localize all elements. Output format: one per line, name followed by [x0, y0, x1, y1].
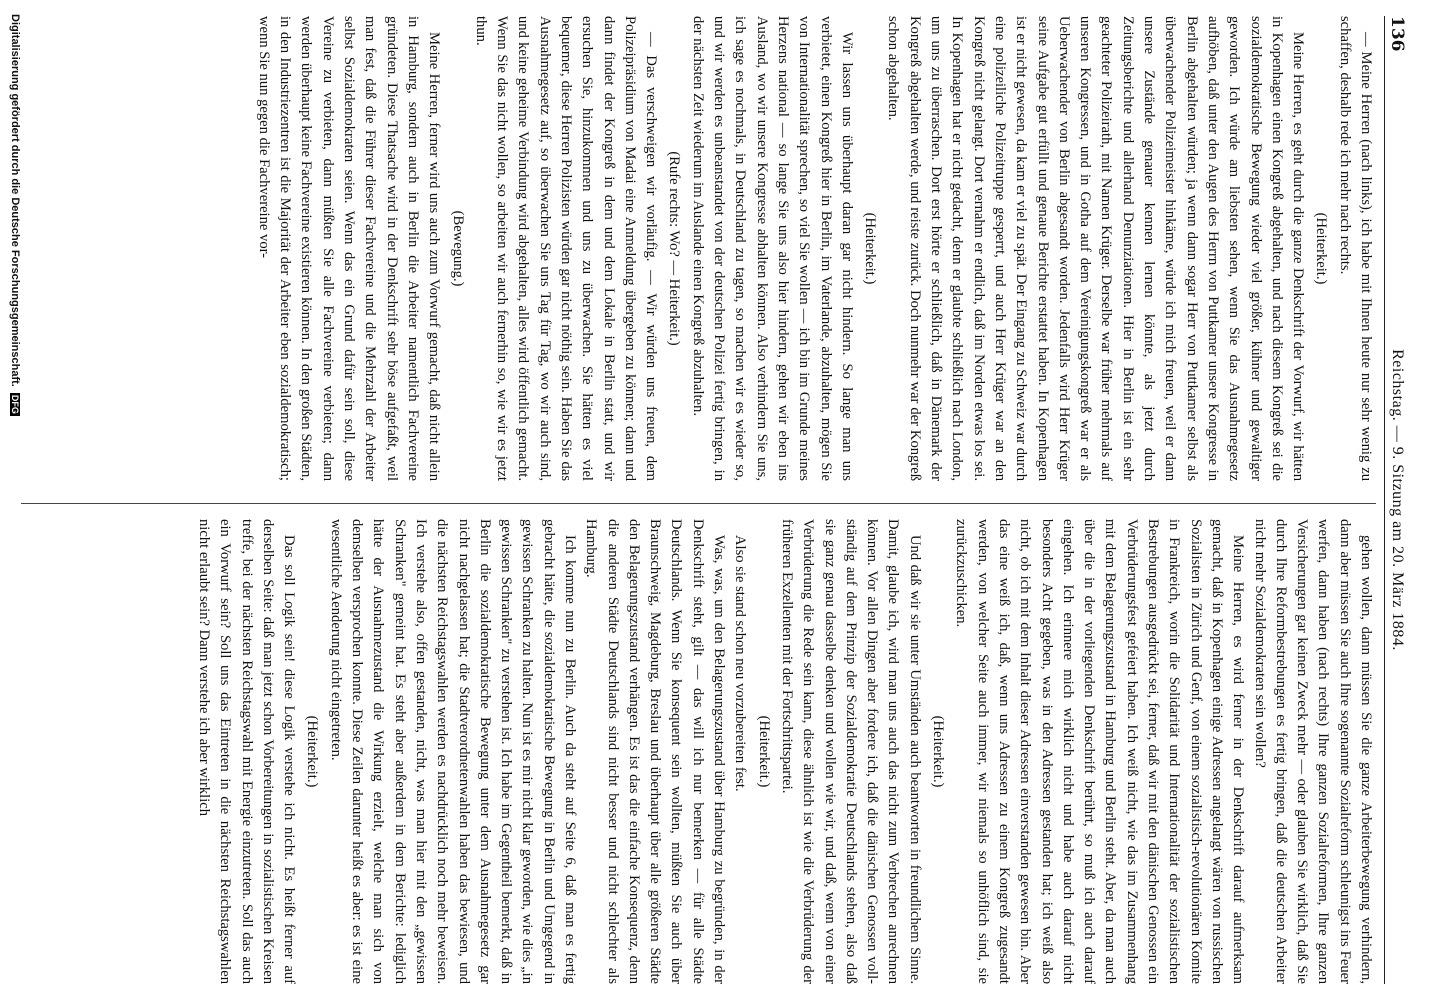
paragraph: Meine Herren, es geht durch die ganze Denkschrift der Vorwurf, wir hätten in Kopenhagen einen Kongreß abgehalten, und nach diesem Kongreß sei die sozialdemokratische Bewegung wieder viel größer, kühner und gewaltiger geworden. Ich würde am liebsten sehen, wenn Sie das Ausnahmegesetz aufhöben, daß unter den Augen des Herrn von Puttkamer unsere Kongresse in Berlin abgehalten würden; ja wenn dann sogar Herr von Puttkamer selbst als überwachender Polizeimeister hinkäme, würde ich mich freuen, weil er dann unsere Zustände genauer kennen lernen könnte, als jetzt durch Zeitungsberichte und allerhand Denunziationen. Hier in Berlin ist ein sehr geachteter Polizeirath, mit Namen Krüger. Derselbe war früher mehrmals auf unseren Kongressen, und in Gotha auf dem Vereinigungskongreß war er als Ueberwachender von Berlin abgesandt worden. Jedenfalls wird Herr Krüger seine Aufgabe gut erfüllt und genaue Berichte erstattet haben. In Kopenhagen ist er nicht gewesen, da kam er viel zu spät. Der Eingang zu Schweiz war durch eine polizeiliche Polizeitruppe gesperrt, und auch Herr Krüger war an den Kongreß nicht gelangt. Dort vernahm er endlich, daß im Norden etwas los sei. In Kopenhagen hat er nicht gedacht, denn er glaubte schließlich nach London, um uns zu überraschen. Dort erst hörte er schließlich, daß in Dänemark der Kongreß abgehalten werde, und reiste zurück. Doch nunmehr war der Kongreß schon abgehalten.: [885, 16, 1307, 481]
page-header: [1384, 16, 1407, 984]
stage-direction: (Heiterkeit.): [930, 715, 947, 788]
digitization-credit: [9, 10, 21, 990]
dfg-logo: DFG: [10, 394, 20, 414]
stage-direction: (Heiterkeit.): [862, 212, 879, 285]
running-head: Reichstag. — 9. Sitzung am 20. März 1884.: [1389, 349, 1406, 651]
paragraph: Meine Herren, es wird ferner in der Denkschrift darauf aufmerksam gemacht, daß in Kopenhagen einige Adressen angelangt wären von russischen Sozialisten in Zürich und Genf, von einem sozialistisch-revolutionären Komite in Frankreich, worin die Solidarität und Internationalität der sozialistischen Bestrebungen ausgedrückt sei, ferner, daß wir mit den dänischen Genossen ein Verbrüderungsfest gefeiert haben. Ich weiß nicht, wie das im Zusammenhang mit dem Belagerungszustand in Hamburg und Berlin steht. Aber, da man auch über die in der vorliegenden Denkschrift berührt, so muß ich auch darauf eingehen. Ich erinnere mich wirklich nicht und habe auch darauf nicht besonders Acht gegeben, was in den Adressen gestanden hat; ich weiß also nicht, ob ich mit dem Inhalt dieser Adressen einverstanden gewesen bin. Aber das eine weiß ich, daß, wenn uns Adressen zu einem Kongreß zugesandt werden, von welcher Seite auch immer, wir niemals so unhöflich sind, sie zurückzuschicken.: [953, 519, 1247, 984]
stage-direction: (Rufe rechts: Wo? — Heiterkeit.): [666, 151, 683, 346]
right-column: [21, 519, 1376, 984]
page-number: 136: [1387, 16, 1407, 52]
paragraph: Und daß wir sie unter Umständen auch beantworten in freundlichem Sinne. Damit, glaube ich, wird man uns auch das nicht zum Verbrechen anrechnen können. Vor allen Dingen aber fordere ich, daß die dänischen Genossen voll-ständig auf dem Prinzip der Sozialdemokratie Deutschlands stehen, also daß sie ganz genau dasselbe denken und wollen wie wir, und daß, wenn von einer Verbrüderung die Rede sein kann, diese ähnlich ist wie die Verbrüderung der früheren Exzellenten mit der Fortschrittspartei.: [778, 519, 923, 984]
document-page: [11, 10, 1421, 990]
credit-text: Digitalisierung gefördert durch die Deutsche Forschungsgemeinschaft.: [9, 14, 21, 387]
stage-direction: (Heiterkeit.): [304, 715, 321, 788]
paragraph: Ich komme nun zu Berlin. Auch da steht auf Seite 6, daß man es fertig gebracht hätte, die sozialdemokratische Bewegung in Berlin und Umgegend in gewissen Schranken zu halten. Nun ist es mir nicht klar geworden, wie dies „in gewissen Schranken" zu verstehen ist. Ich habe im Gegentheil bemerkt, daß in Berlin die sozialdemokratische Bewegung unter dem Ausnahmegesetz gar nicht nachgelassen hat; die Stadtverordnetenwahlen haben das bewiesen, und die nächsten Reichstagswahlen werden es nachdrücklich noch mehr beweisen. Ich verstehe also, offen gestanden, nicht, was man hier mit den „gewissen Schranken" gemeint hat. Es steht aber außerdem in dem Berichte: lediglich hätte der Ausnahmezustand die Wirkung erzielt, welche man sich von demselben versprochen konnte. Diese Zeilen darunter heißt es aber: es ist eine wesentliche Aenderung nicht eingetreten.: [327, 519, 579, 984]
paragraph: Wir lassen uns überhaupt daran gar nicht hindern. So lange man uns verbietet, einen Kongreß hier in Berlin, im Vaterlande, abzuhalten, mögen Sie von Internationalität sprechen, so viel Sie wollen — ich bin im Grunde meines Herzens national — so lange Sie uns also hier hindern, gehen wir eben ins Ausland, wo wir unsere Kongresse abhalten können. Also verhindern Sie uns, ich sage es nochmals, in Deutschland zu tagen, so machen wir es wieder so, und wir werden es unbeanstandet von der deutschen Polizei fertig bringen, in der nächsten Zeit wiederum im Auslande einen Kongreß abzuhalten.: [689, 16, 855, 481]
column-divider: [21, 503, 1376, 504]
paragraph: Also sie stand schon neu vorzubereiten fest.: [732, 535, 749, 792]
paragraph: Das soll Logik sein! diese Logik verstehe ich nicht. Es heißt ferner auf derselben Seite: daß man jetzt schon Vorbereitungen in sozialistischen Kreisen treffe, bei der nächsten Reichstagswahl mit Energie einzutreten. Soll das auch ein Vorwurf sein? Soll uns das Eintreten in die nächsten Reichstagswahlen nicht erlaubt sein? Dann verstehe ich aber wirklich: [195, 519, 298, 984]
left-column: [21, 16, 1376, 481]
paragraph: — Das verschweigen wir vorläufig. — Wir würden uns freuen, dem Polizeipräsidium von Madai eine Anmeldung übergeben zu können; dann und dann findet der Kongreß in dem und dem Lokale in Berlin statt, und wir ersuchen Sie, hinzukommen und uns zu überwachen. Sie hätten es viel bequemer, diese Herren Polizisten würden gar nicht nöthig sein. Haben Sie das Ausnahmegesetz auf, so überwachen Sie uns Tag für Tag, wo wir auch sind, und keine geheime Verbindung wird abgehalten, alles wird öffentlich gemacht. Wenn Sie das nicht wollen, so arbeiten wir auch fernerhin so, wie wir es jetzt thun.: [472, 16, 660, 481]
paragraph: — Meine Herren (nach links), ich habe mit Ihnen heute nur sehr wenig zu schaffen, deshalb rede ich mehr nach rechts.: [1336, 16, 1374, 481]
stage-direction: (Heiterkeit.): [1313, 212, 1330, 285]
text-columns: [21, 16, 1376, 984]
paragraph: gehen wollen, dann müssen Sie die ganze Arbeiterbewegung verhindern, dann aber müssen Sie auch Ihre sogenannte Sozialreform schleunigst ins Feuer werfen, dann haben (nach rechts) Ihre ganzen Sozialreformen, Ihre ganzen Versicherungen gar keinen Zweck mehr — oder glauben Sie wirklich, daß Sie durch Ihre Reformbestrebungen es fertig bringen, daß die deutschen Arbeiter nicht mehr Sozialdemokraten sein wollen?: [1251, 519, 1374, 984]
stage-direction: (Heiterkeit.): [755, 715, 772, 788]
paragraph: Meine Herren, ferner wird uns auch zum Vorwurf gemacht, daß nicht allein in Hamburg, sondern auch in Berlin die Arbeiter namentlich Fachvereine gründeten. Diese Thatsache wird in der Denkschrift sehr böse aufgefaßt, weil man fest, daß die Führer dieser Fachvereine und die Mehrzahl der Arbeiter selbst Sozialdemokraten seien. Wenn das ein Grund dafür sein soll, diese Vereine zu verbieten, dann müßten Sie alle Fachvereine verbieten; dann werden überhaupt keine Fachvereine existieren können. In den großen Städten, in den Industriezentren ist die Majorität der Arbeiter eben sozialdemokratisch; wenn Sie nun gegen die Fachvereine vor-: [255, 16, 443, 481]
paragraph: Was, was, um den Belagerungszustand über Hamburg zu begründen, in der Denkschrift steht, gilt — das will ich nur bemerken — für alle Städte Deutschlands. Wenn Sie konsequent sein wollten, müßten Sie auch über Braunschweig, Magdeburg, Breslau und überhaupt über alle größeren Städte den Belagerungszustand verhängen. Es ist das die einfache Konsequenz, denn die anderen Städte Deutschlands sind nicht besser und nicht schlechter als Hamburg.: [583, 519, 728, 984]
stage-direction: (Bewegung.): [449, 210, 466, 287]
